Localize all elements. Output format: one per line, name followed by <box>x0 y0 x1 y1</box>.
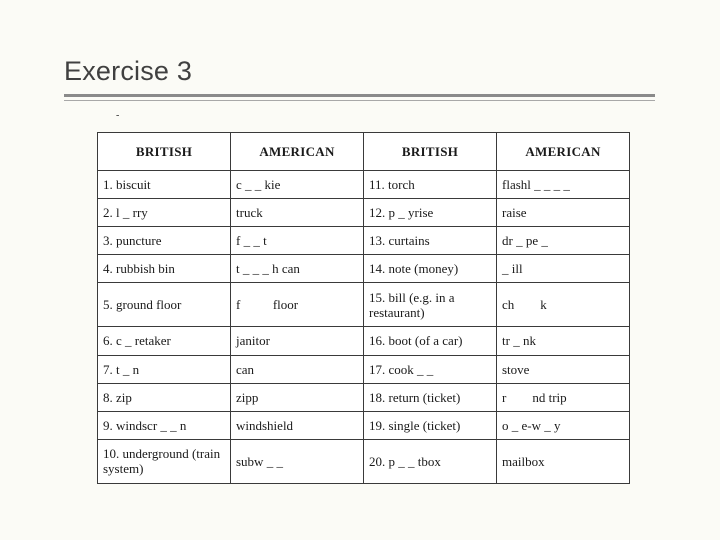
header-british-1: BRITISH <box>98 133 231 171</box>
table-cell: 14. note (money) <box>364 255 497 283</box>
vocabulary-table <box>97 132 630 484</box>
table-cell: 1. biscuit <box>98 171 231 199</box>
table-cell: can <box>231 355 364 383</box>
table-cell: 5. ground floor <box>98 283 231 327</box>
table-row <box>98 255 630 283</box>
table-cell: mailbox <box>497 439 630 483</box>
table-cell: flashl _ _ _ _ <box>497 171 630 199</box>
table-cell: tr _ nk <box>497 327 630 355</box>
table-cell: truck <box>231 199 364 227</box>
table-cell: 15. bill (e.g. in a restaurant) <box>364 283 497 327</box>
table-cell: _ ill <box>497 255 630 283</box>
table-cell: 10. underground (train system) <box>98 439 231 483</box>
table-header-row <box>98 133 630 171</box>
table-cell: 12. p _ yrise <box>364 199 497 227</box>
table-row <box>98 383 630 411</box>
table-cell: 13. curtains <box>364 227 497 255</box>
exercise-table-container <box>97 132 629 484</box>
table-cell: 11. torch <box>364 171 497 199</box>
table-cell: 17. cook _ _ <box>364 355 497 383</box>
stray-mark: - <box>116 110 120 121</box>
table-cell: 19. single (ticket) <box>364 411 497 439</box>
table-cell: 9. windscr _ _ n <box>98 411 231 439</box>
table-row <box>98 171 630 199</box>
table-cell: c _ _ kie <box>231 171 364 199</box>
table-row <box>98 355 630 383</box>
table-cell: ch k <box>497 283 630 327</box>
table-cell: f floor <box>231 283 364 327</box>
table-cell: janitor <box>231 327 364 355</box>
table-row <box>98 283 630 327</box>
table-cell: 6. c _ retaker <box>98 327 231 355</box>
table-cell: stove <box>497 355 630 383</box>
title-divider-thick <box>64 94 655 97</box>
table-cell: 16. boot (of a car) <box>364 327 497 355</box>
table-cell: raise <box>497 199 630 227</box>
table-cell: zipp <box>231 383 364 411</box>
table-cell: 20. p _ _ tbox <box>364 439 497 483</box>
table-row <box>98 411 630 439</box>
table-cell: windshield <box>231 411 364 439</box>
table-row <box>98 439 630 483</box>
table-row <box>98 327 630 355</box>
table-cell: t _ _ _ h can <box>231 255 364 283</box>
table-row <box>98 199 630 227</box>
table-cell: 3. puncture <box>98 227 231 255</box>
table-cell: dr _ pe _ <box>497 227 630 255</box>
table-cell: 2. l _ rry <box>98 199 231 227</box>
table-cell: subw _ _ <box>231 439 364 483</box>
table-cell: 18. return (ticket) <box>364 383 497 411</box>
table-cell: r nd trip <box>497 383 630 411</box>
table-cell: 7. t _ n <box>98 355 231 383</box>
header-american-2: AMERICAN <box>497 133 630 171</box>
table-cell: f _ _ t <box>231 227 364 255</box>
table-cell: 8. zip <box>98 383 231 411</box>
slide-title: Exercise 3 <box>64 56 193 86</box>
header-british-2: BRITISH <box>364 133 497 171</box>
table-row <box>98 227 630 255</box>
table-cell: 4. rubbish bin <box>98 255 231 283</box>
table-cell: o _ e-w _ y <box>497 411 630 439</box>
title-divider-thin <box>64 100 655 101</box>
header-american-1: AMERICAN <box>231 133 364 171</box>
